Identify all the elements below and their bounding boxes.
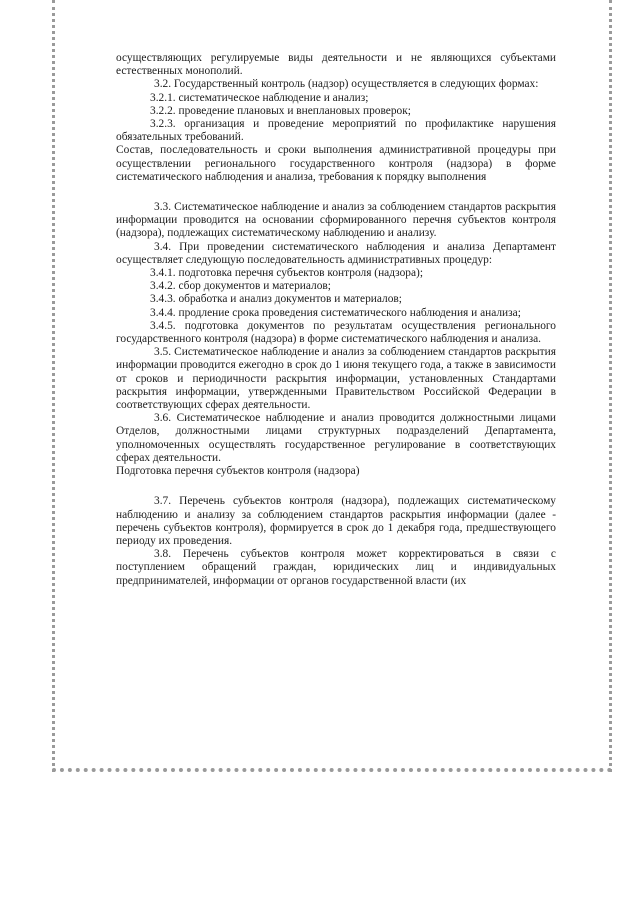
section-heading-subject-list: Подготовка перечня субъектов контроля (надзора)	[116, 465, 360, 478]
section-heading-systematic-observation: Состав, последовательность и сроки выполнения административной процедуры при осуществлении регионального государственного контроля (надзора) в форме систематического наблюдения и анализа, требования к порядку выполнения	[116, 144, 556, 183]
list-item-3-4-5: 3.4.5. подготовка документов по результатам осуществления регионального государственного контроля (надзора) в форме систематического наблюдения и анализа.	[116, 319, 556, 346]
paragraph-3-2: 3.2. Государственный контроль (надзор) осуществляется в следующих формах:	[154, 78, 539, 91]
list-item-3-2-2: 3.2.2. проведение плановых и внеплановых проверок;	[150, 104, 411, 117]
list-item-3-4-1: 3.4.1. подготовка перечня субъектов контроля (надзора);	[150, 267, 423, 280]
paragraph-3-5: 3.5. Систематическое наблюдение и анализ за соблюдением стандартов раскрытия информации проводится ежегодно в срок до 1 июня текущего года, а также в зависимости от сроков и периодичности раскрытия информации, установленных Стандартами раскрытия информации, утвержденными Правительством Российской Федерации в соответствующих сферах деятельности.	[116, 346, 556, 412]
paragraph-3-8: 3.8. Перечень субъектов контроля может корректироваться в связи с поступлением обращений граждан, юридических лиц и индивидуальных предпринимателей, информации от органов государственной власти (их	[116, 548, 556, 587]
list-item-3-2-3: 3.2.3. организация и проведение мероприятий по профилактике нарушения обязательных требований.	[116, 118, 556, 144]
document-body	[116, 52, 556, 588]
paragraph-3-7: 3.7. Перечень субъектов контроля (надзора), подлежащих систематическому наблюдению и анализу за соблюдением стандартов раскрытия информации (далее - перечень субъектов контроля), формируется в срок до 1 декабря года, предшествующего периоду их проведения.	[116, 495, 556, 547]
list-item-3-2-1: 3.2.1. систематическое наблюдение и анализ;	[150, 91, 369, 104]
paragraph-3-6: 3.6. Систематическое наблюдение и анализ проводится должностными лицами Отделов, должностными лицами структурных подразделений Департамента, уполномоченных осуществлять государственное регулирование в соответствующих сферах деятельности.	[116, 412, 556, 464]
list-item-3-4-3: 3.4.3. обработка и анализ документов и материалов;	[150, 293, 402, 306]
list-item-3-4-2: 3.4.2. сбор документов и материалов;	[150, 280, 331, 293]
list-item-3-4-4: 3.4.4. продление срока проведения систематического наблюдения и анализа;	[150, 306, 521, 319]
paragraph-3-4: 3.4. При проведении систематического наблюдения и анализа Департамент осуществляет следующую последовательность административных процедур:	[116, 240, 556, 266]
paragraph-intro: осуществляющих регулируемые виды деятельности и не являющихся субъектами естественных монополий.	[116, 52, 556, 78]
paragraph-3-3: 3.3. Систематическое наблюдение и анализ за соблюдением стандартов раскрытия информации проводится на основании сформированного перечня субъектов контроля (надзора), подлежащих систематическому наблюдению и анализу.	[116, 201, 556, 240]
